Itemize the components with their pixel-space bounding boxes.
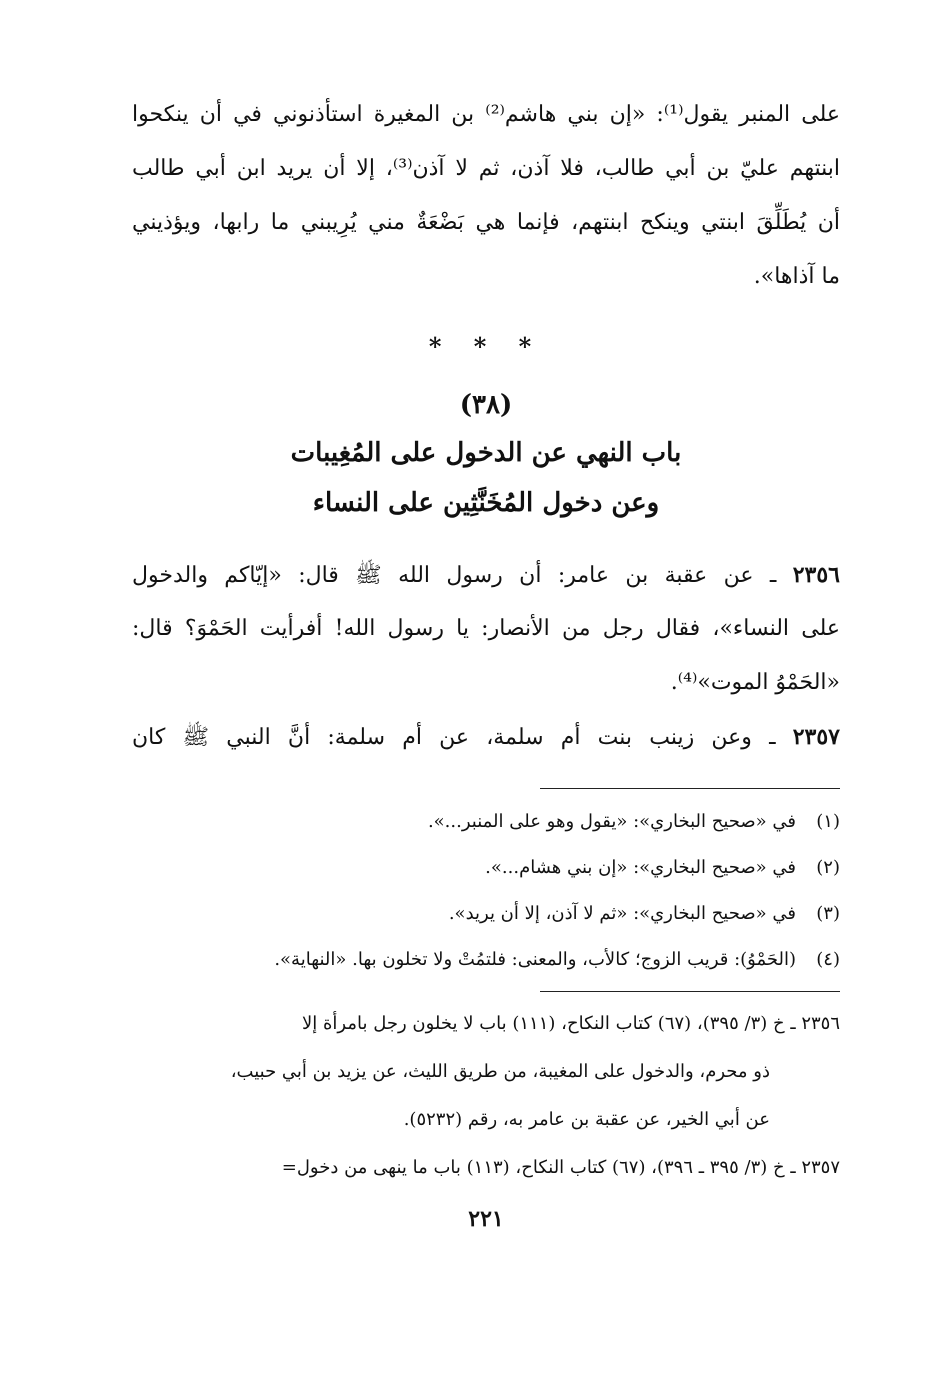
footnote-divider	[540, 788, 840, 789]
footnote-number: (٤)	[816, 949, 840, 970]
references-divider	[540, 991, 840, 992]
text-line: ما آذاها».	[753, 264, 840, 289]
footnote-number: (٣)	[816, 903, 840, 924]
book-page	[132, 88, 840, 1232]
hadith-text: ـ وعن زينب بنت أم سلمة، عن أم سلمة: أنَّ النبي ﷺ كان	[132, 725, 776, 750]
text-line: أن يُطَلِّقَ ابنتي وينكح ابنتهم، فإنما هي بَضْعَةٌ مني يُرِيبني ما رابها، ويؤذيني	[132, 210, 840, 235]
footnote-text: في «صحيح البخاري»: «ثم لا آذن، إلا أن يريد».	[448, 903, 796, 924]
footnote-text: في «صحيح البخاري»: «إن بني هشام...».	[485, 857, 796, 878]
hadith-2356	[132, 548, 840, 710]
hadith-line	[132, 548, 840, 602]
chapter-number: (٣٨)	[459, 390, 513, 420]
reference-line: ٢٣٥٧ ـ خ (٣/ ٣٩٥ ـ ٣٩٦)، (٦٧) كتاب النكاح، (١١٣) باب ما ينهى من دخول=	[281, 1157, 840, 1178]
footnote-1	[132, 799, 840, 845]
footnote-text: في «صحيح البخاري»: «يقول وهو على المنبر...».	[427, 811, 796, 832]
references	[132, 1000, 840, 1192]
hadith-line: «الحَمْوُ الموت»⁽⁴⁾.	[670, 670, 840, 695]
reference-line: عن أبي الخير، عن عقبة بن عامر به، رقم (٥٢٣٢).	[403, 1109, 770, 1130]
section-separator: * * *	[428, 332, 544, 361]
hadith-line	[132, 710, 840, 764]
text-line: ابنتهم عليّ بن أبي طالب، فلا آذن، ثم لا آذن⁽³⁾، إلا أن يريد ابن أبي طالب	[132, 156, 840, 181]
chapter-title-line-1: باب النهي عن الدخول على المُغِيبات	[290, 438, 682, 468]
reference-line: ٢٣٥٦ ـ خ (٣/ ٣٩٥)، (٦٧) كتاب النكاح، (١١١) باب لا يخلون رجل بامرأة إلا	[302, 1013, 840, 1034]
intro-paragraph	[132, 88, 840, 304]
hadith-2357	[132, 710, 840, 764]
hadith-text: ـ عن عقبة بن عامر: أن رسول الله ﷺ قال: «إيّاكم والدخول	[132, 563, 777, 588]
footnote-2	[132, 845, 840, 891]
page-number: ٢٢١	[468, 1206, 504, 1232]
footnote-3	[132, 891, 840, 937]
text-line: على المنبر يقول⁽¹⁾: «إن بني هاشم⁽²⁾ بن المغيرة استأذنوني في أن ينكحوا	[132, 102, 840, 127]
hadith-number: ٢٣٥٧	[792, 724, 840, 750]
footnote-text: (الحَمْوُ): قريب الزوج؛ كالأب، والمعنى: فلتمُتْ ولا تخلون بها. «النهاية».	[274, 949, 796, 970]
footnote-number: (٢)	[816, 857, 840, 878]
footnotes	[132, 799, 840, 983]
hadith-number: ٢٣٥٦	[792, 562, 840, 588]
footnote-number: (١)	[816, 811, 840, 832]
footnote-4	[132, 937, 840, 983]
chapter-title-line-2: وعن دخول المُخَنَّثِين على النساء	[312, 488, 660, 518]
hadith-line: على النساء»، فقال رجل من الأنصار: يا رسول الله! أفرأيت الحَمْوَ؟ قال:	[132, 616, 840, 641]
reference-line: ذو محرم، والدخول على المغيبة، من طريق الليث، عن يزيد بن أبي حبيب،	[230, 1061, 770, 1082]
